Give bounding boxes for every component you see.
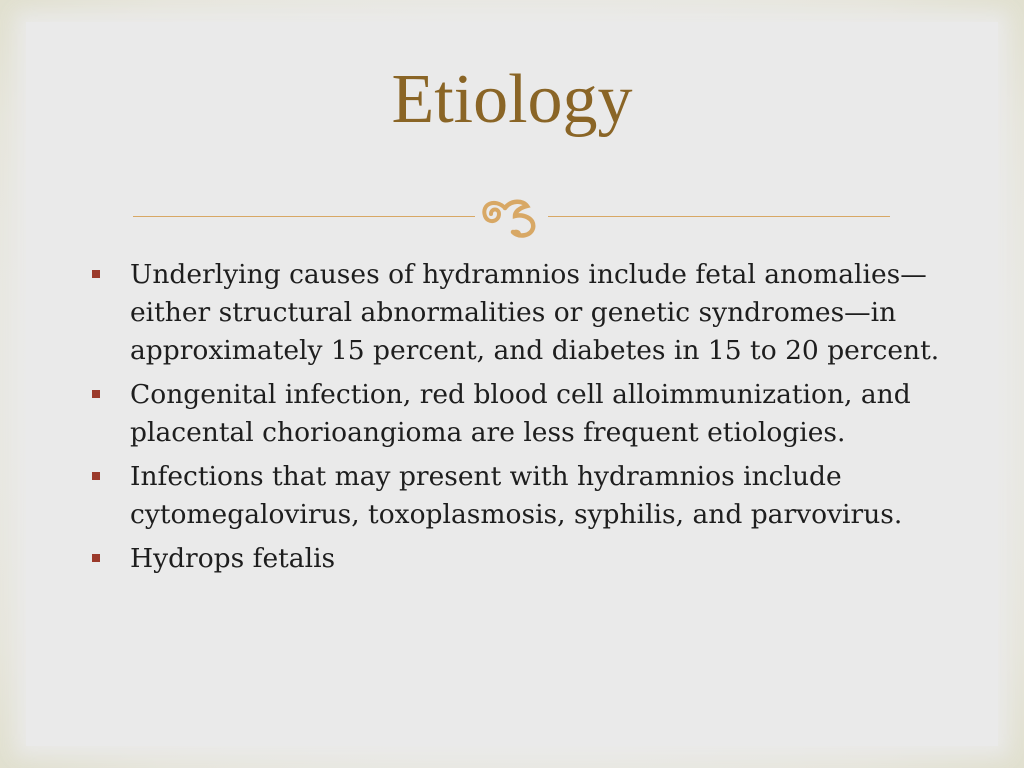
list-item: [88, 458, 948, 534]
square-bullet-icon: [92, 472, 100, 480]
bullet-text: Underlying causes of hydramnios include fetal anomalies—either structural abnormalities or genetic syndromes—in approximately 15 percent, and diabetes in 15 to 20 percent.: [130, 259, 940, 366]
divider-line-left: [133, 216, 475, 217]
bullet-text: Congenital infection, red blood cell alloimmunization, and placental chorioangioma are less frequent etiologies.: [130, 379, 911, 448]
title-divider: [133, 214, 890, 238]
bullet-text: Hydrops fetalis: [130, 543, 336, 574]
square-bullet-icon: [92, 270, 100, 278]
bullet-list: [88, 256, 948, 584]
list-item: [88, 540, 948, 578]
slide-title: Etiology: [391, 61, 633, 138]
bullet-text: Infections that may present with hydramnios include cytomegalovirus, toxoplasmosis, syphilis, and parvovirus.: [130, 461, 903, 530]
divider-line-right: [548, 216, 890, 217]
square-bullet-icon: [92, 554, 100, 562]
list-item: [88, 376, 948, 452]
list-item: [88, 256, 948, 370]
flourish-ornament-icon: [475, 194, 548, 238]
square-bullet-icon: [92, 390, 100, 398]
